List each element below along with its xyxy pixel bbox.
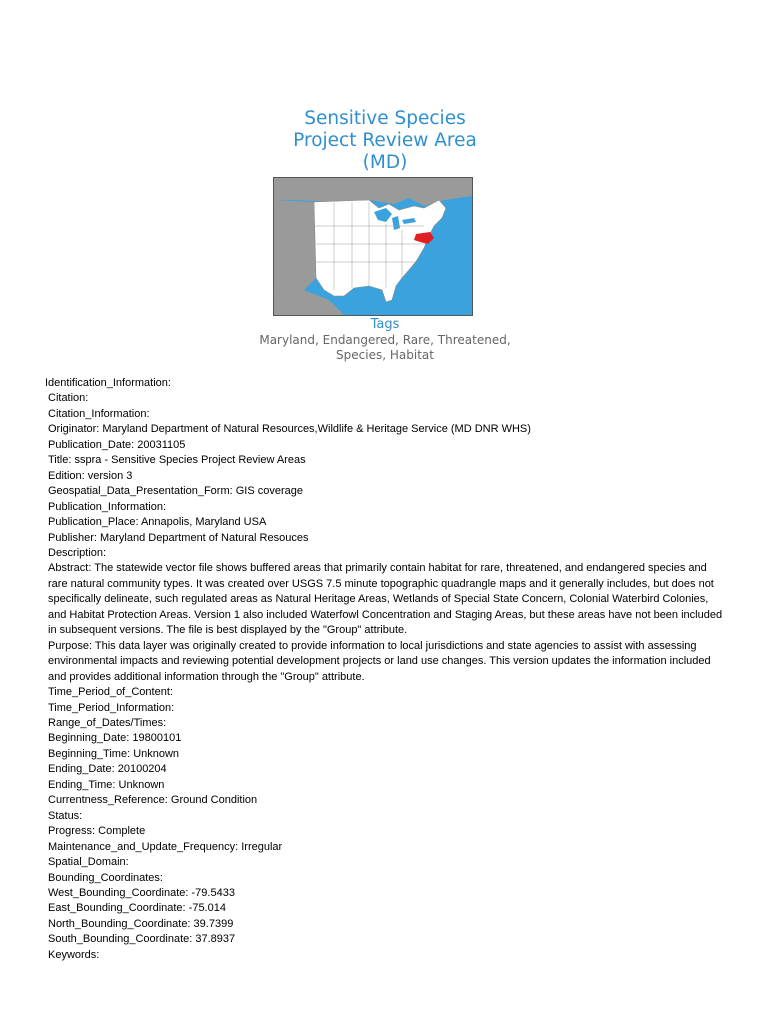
tags-line-2: Species, Habitat: [336, 348, 434, 362]
publication-information: Publication_Information:: [48, 500, 167, 513]
us-east-map-thumbnail: [273, 177, 473, 316]
identification-information: Identification_Information:: [45, 377, 171, 389]
publication-date: Publication_Date: 20031105: [48, 438, 186, 451]
keywords: Keywords:: [48, 948, 100, 961]
currentness-reference: Currentness_Reference: Ground Condition: [48, 794, 258, 807]
east-bounding: East_Bounding_Coordinate: -75.014: [48, 902, 226, 915]
beginning-date: Beginning_Date: 19800101: [48, 732, 182, 745]
maintenance-frequency: Maintenance_and_Update_Frequency: Irregular: [48, 840, 283, 853]
spatial-domain: Spatial_Domain:: [48, 856, 129, 869]
tags-heading: Tags: [370, 317, 400, 332]
ending-time: Ending_Time: Unknown: [48, 778, 165, 791]
edition: Edition: version 3: [48, 469, 133, 482]
citation: Citation:: [48, 392, 89, 405]
citation-information: Citation_Information:: [48, 407, 150, 420]
title-line-3: (MD): [362, 152, 408, 173]
originator: Originator: Maryland Department of Natural Resources,Wildlife & Heritage Service (MD DNR WHS): [48, 423, 531, 436]
status: Status:: [48, 809, 83, 822]
document-title: [0, 108, 770, 174]
tags-list: [200, 333, 570, 363]
ending-date: Ending_Date: 20100204: [48, 763, 167, 776]
beginning-time: Beginning_Time: Unknown: [48, 747, 180, 760]
west-bounding: West_Bounding_Coordinate: -79.5433: [48, 886, 235, 899]
north-bounding: North_Bounding_Coordinate: 39.7399: [48, 917, 234, 930]
metadata-body: [45, 376, 725, 963]
title-line-2: Project Review Area: [293, 130, 477, 151]
bounding-coordinates: Bounding_Coordinates:: [48, 871, 163, 884]
range-of-dates: Range_of_Dates/Times:: [48, 716, 167, 729]
publisher: Publisher: Maryland Department of Natural Resouces: [48, 531, 309, 544]
time-period-of-content: Time_Period_of_Content:: [48, 686, 173, 699]
abstract: Abstract: The statewide vector file shows buffered areas that primarily contain habitat for rare, threatened, and endangered species and rare natural community types. It was created over USGS 7.5 minute topographic quadrangle maps and it generally includes, but does not specifically delineate, such regulated areas as Natural Heritage Areas, Wetlands of Special State Concern, Colonial Waterbird Colonies, and Habitat Protection Areas. Version 1 also included Waterfowl Concentration and Staging Areas, but these areas have not been included in subsequent versions. The file is best displayed by the "Group" attribute.: [48, 562, 723, 637]
south-bounding: South_Bounding_Coordinate: 37.8937: [48, 933, 236, 946]
tags-line-1: Maryland, Endangered, Rare, Threatened,: [259, 333, 511, 347]
time-period-information: Time_Period_Information:: [48, 701, 175, 714]
publication-place: Publication_Place: Annapolis, Maryland USA: [48, 516, 267, 529]
progress: Progress: Complete: [48, 825, 146, 838]
presentation-form: Geospatial_Data_Presentation_Form: GIS coverage: [48, 485, 303, 498]
map-icon: [274, 178, 472, 315]
purpose: Purpose: This data layer was originally created to provide information to local jurisdictions and state agencies to assist with assessing environmental impacts and reviewing potential development projects or land use changes. This version updates the information included and provides additional information through the "Group" attribute.: [48, 639, 711, 683]
title-field: Title: sspra - Sensitive Species Project Review Areas: [48, 454, 306, 467]
description: Description:: [48, 546, 107, 559]
title-line-1: Sensitive Species: [304, 108, 466, 129]
